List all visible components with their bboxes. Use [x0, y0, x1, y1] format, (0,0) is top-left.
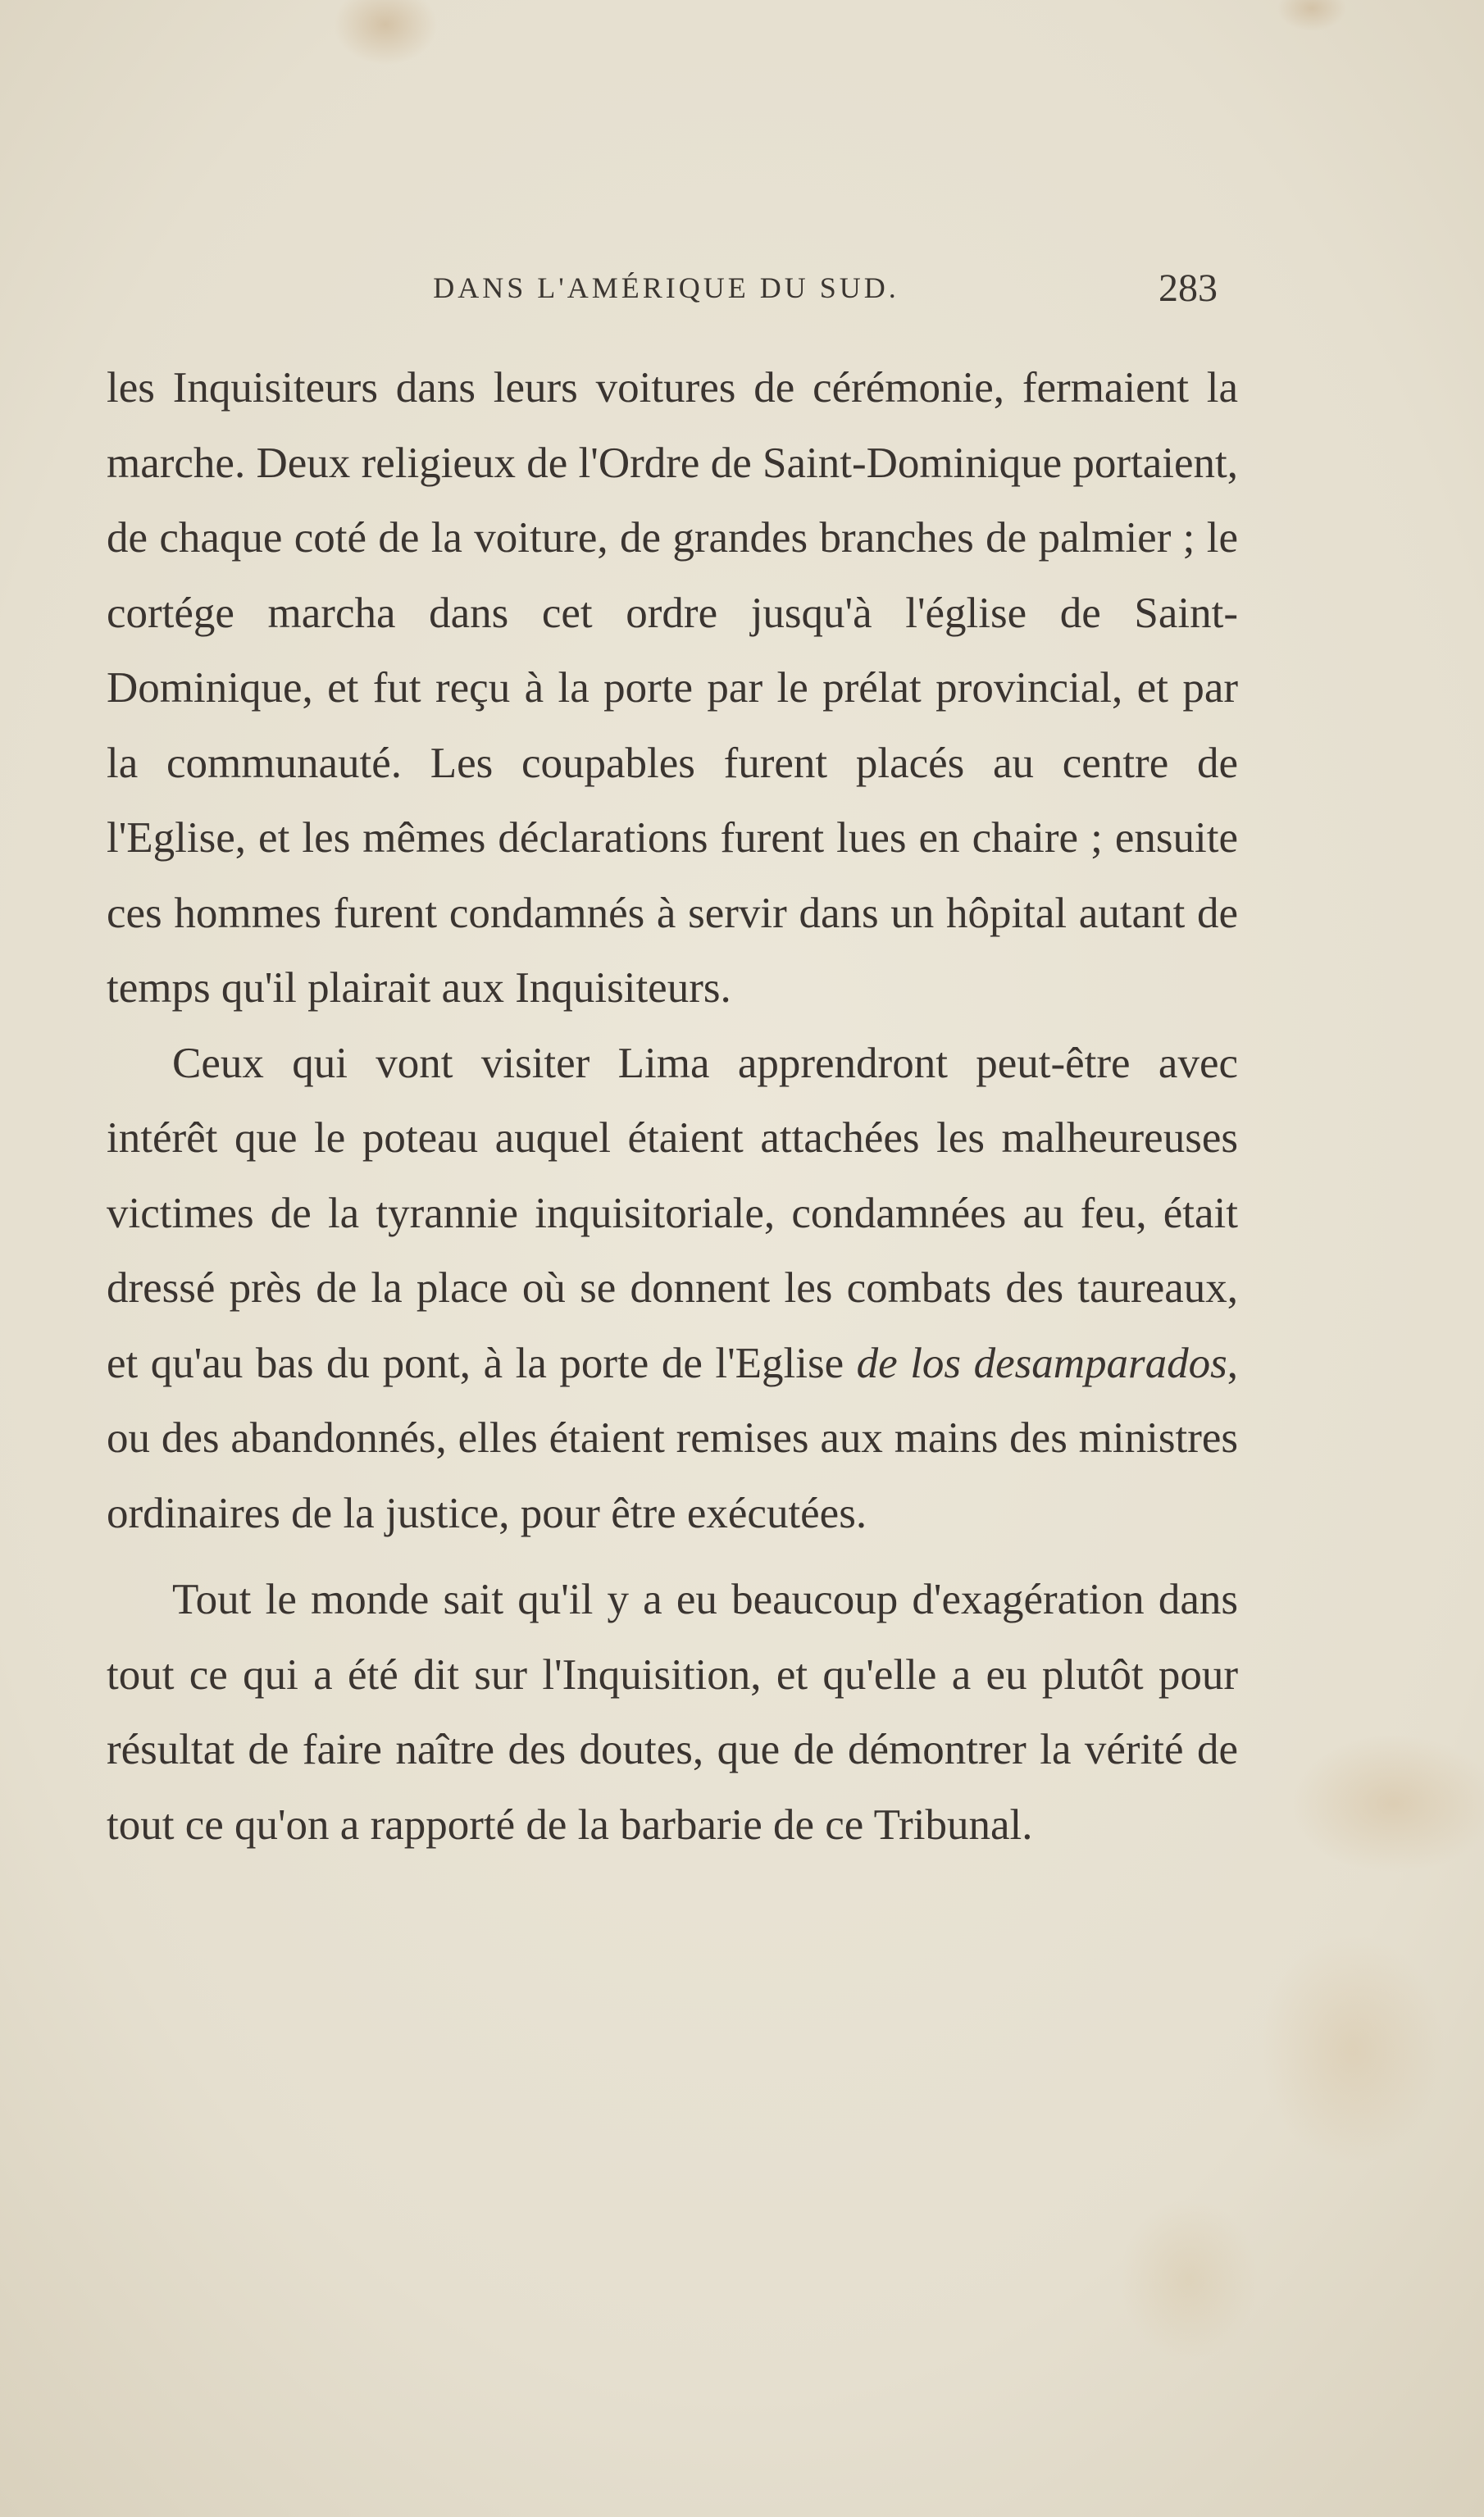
running-title: DANS L'AMÉRIQUE DU SUD.: [433, 271, 899, 304]
paragraph: Tout le monde sait qu'il y a eu beaucoup d'exagération dans tout ce qui a été dit sur l'Inquisition, et qu'elle a eu plutôt pour résultat de faire naître des doutes, que de démontrer la vérité de tout ce qu'on a rapporté de la barbarie de ce Tribunal.: [107, 1576, 1238, 1849]
paragraph-text: , ou des abandonnés, elles étaient remises aux mains des ministres ordinaires de la justice, pour être exécutées.: [107, 1339, 1238, 1537]
paragraph: [107, 1026, 1238, 1552]
italic-place-name: de los desamparados: [856, 1339, 1227, 1387]
paragraph: les Inquisiteurs dans leurs voitures de cérémonie, fermaient la marche. Deux religieux de l'Ordre de Saint-Dominique portaient, de chaque coté de la voiture, de grandes branches de palmier ; le cortége marcha dans cet ordre jusqu'à l'église de Saint-Dominique, et fut reçu à la porte par le prélat provincial, et par la communauté. Les coupables furent placés au centre de l'Eglise, et les mêmes déclarations furent lues en chaire ; ensuite ces hommes furent condamnés à servir dans un hôpital autant de temps qu'il plairait aux Inquisiteurs.: [107, 364, 1238, 1012]
running-head: [115, 266, 1218, 320]
paragraph-text: Ceux qui vont visiter Lima apprendront peut-être avec intérêt que le poteau auquel étaient attachées les malheureuses victimes de la tyrannie inquisitoriale, condamnées au feu, était dressé près de la place où se donnent les combats des taureaux, et qu'au bas du pont, à la porte de l'Eglise: [107, 1039, 1238, 1387]
page-number: 283: [1159, 266, 1218, 310]
body-text: [107, 351, 1238, 1863]
